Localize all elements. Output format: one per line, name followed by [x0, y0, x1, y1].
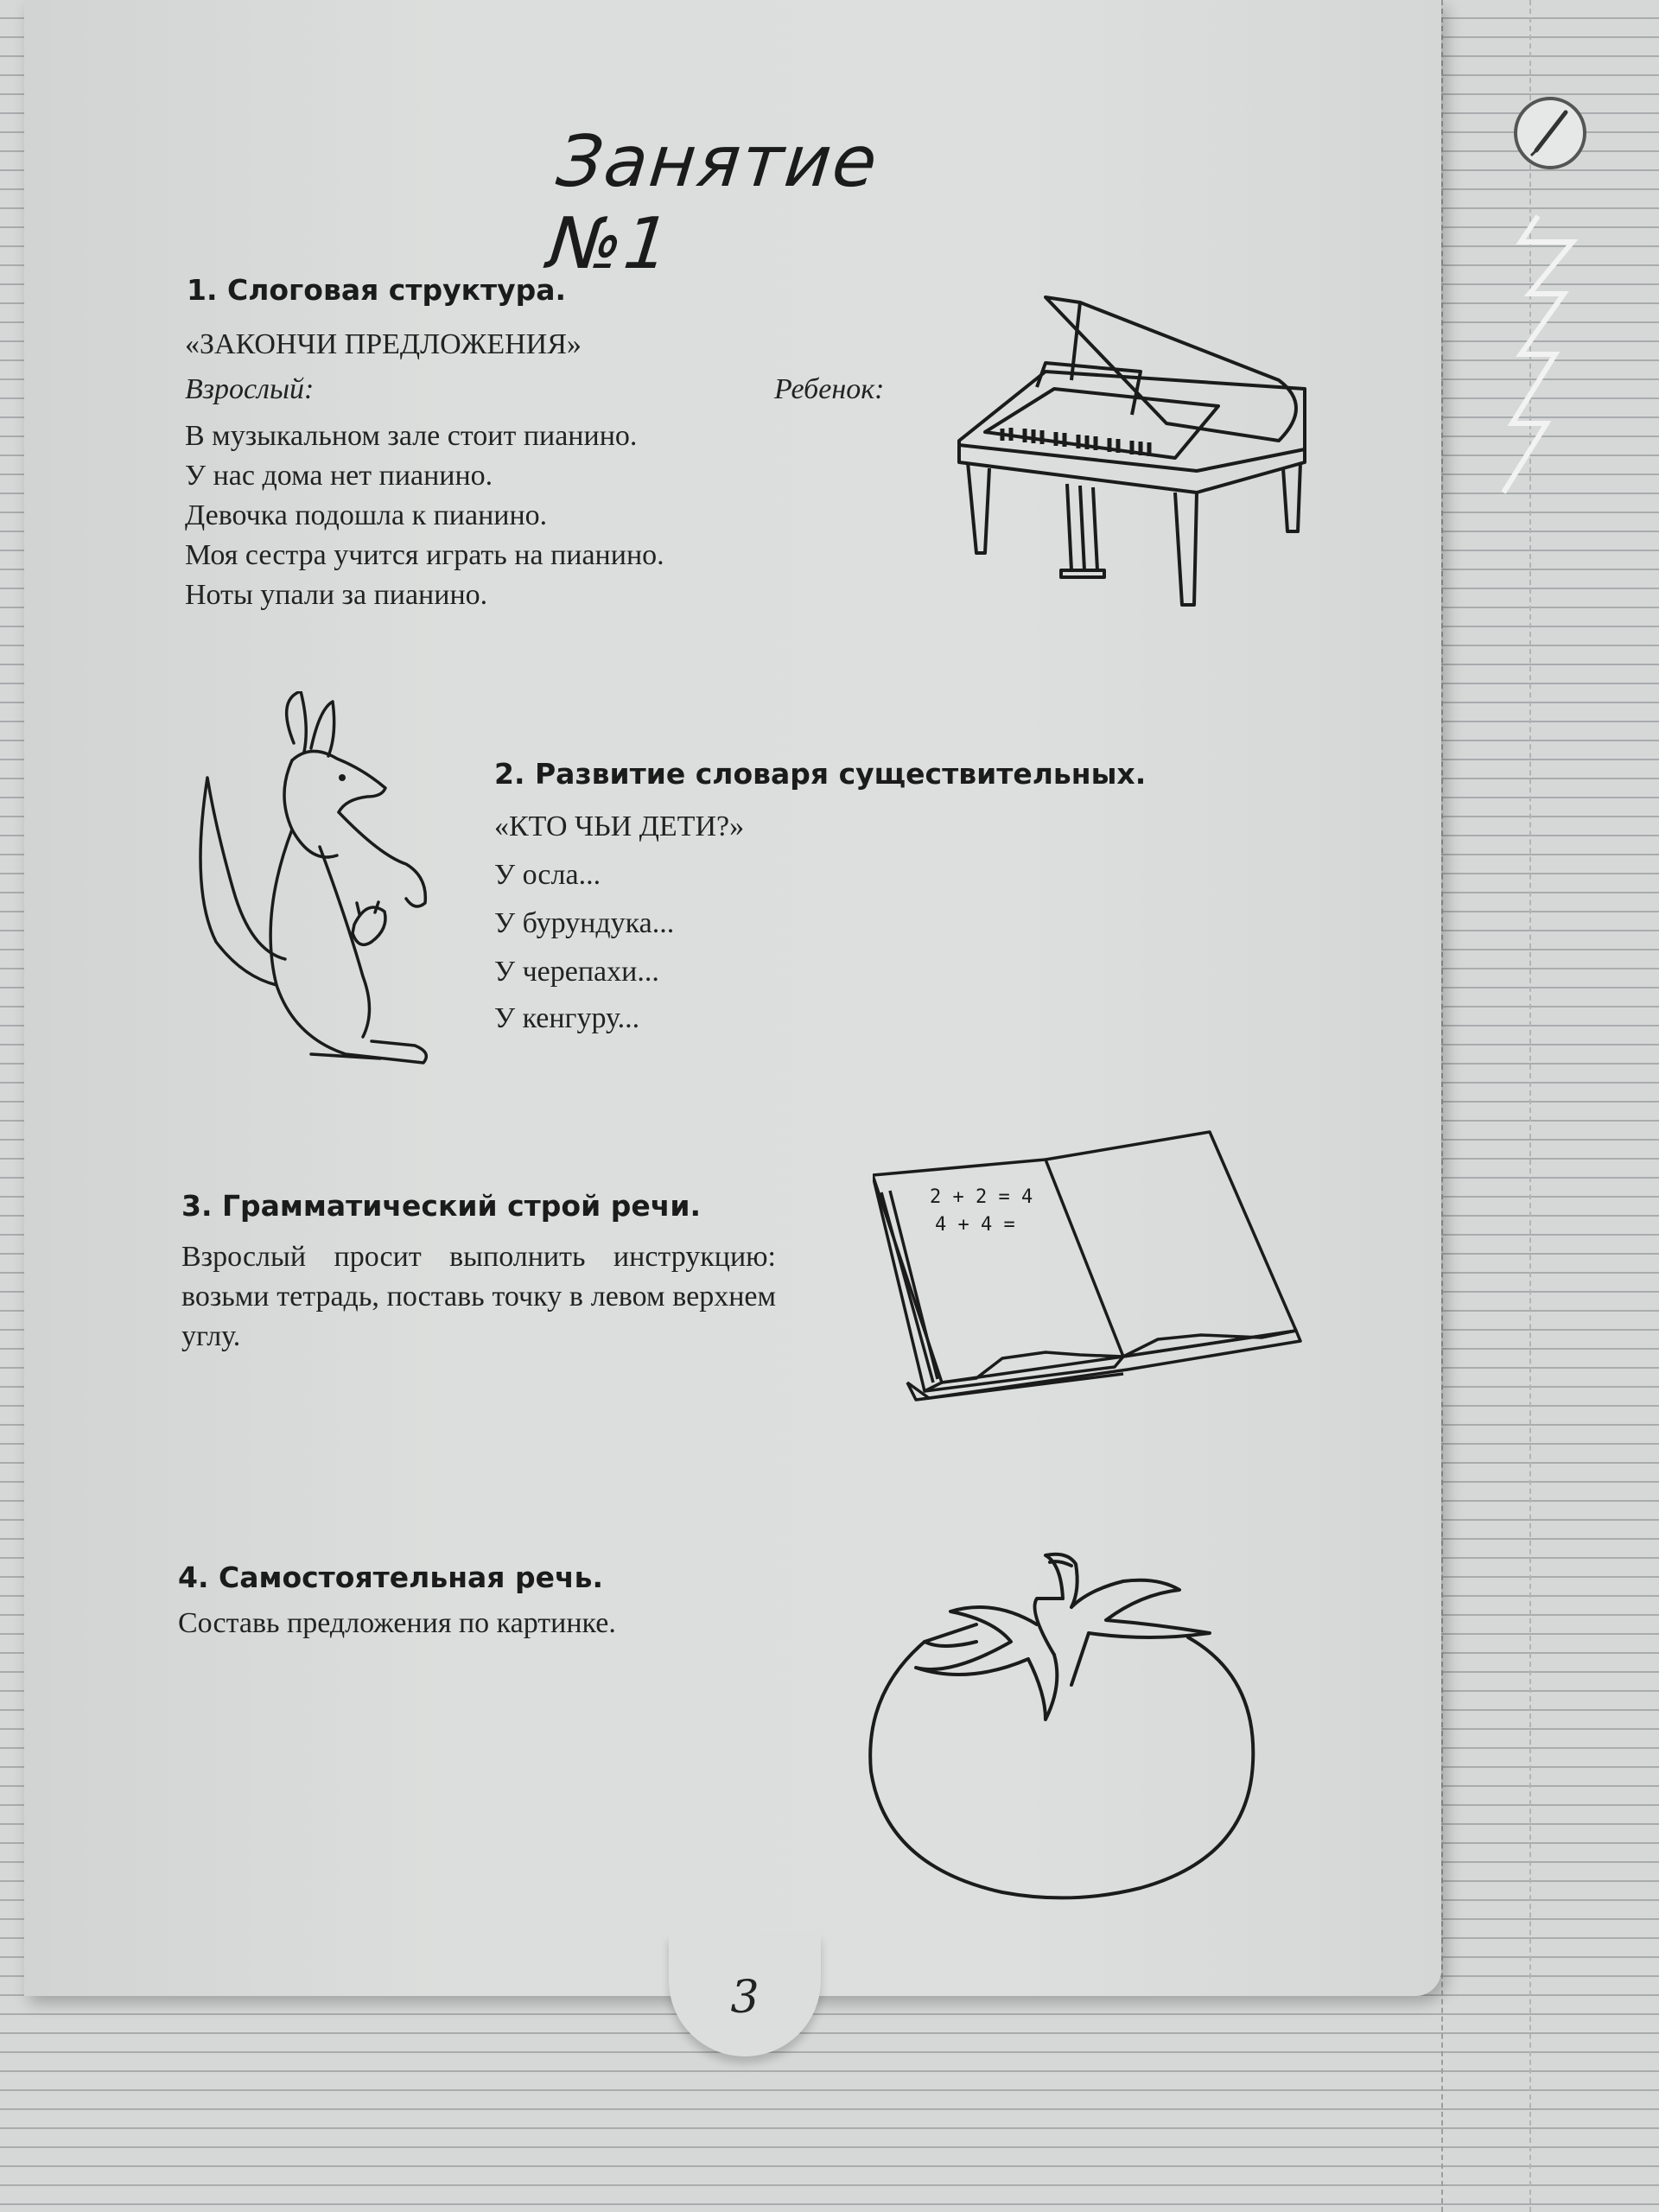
tomato-illustration: [864, 1547, 1262, 1910]
section-3-text: Взрослый просит выполнить инструкцию: возьми тетрадь, поставь точку в левом верхнем углу.: [181, 1241, 776, 1352]
margin-line: [1441, 0, 1445, 2212]
section-1-line: В музыкальном зале стоит пианино.: [185, 420, 638, 452]
section-1-line: Ноты упали за пианино.: [185, 579, 488, 611]
section-1-line: Девочка подошла к пианино.: [185, 499, 548, 531]
section-2-line: У кенгуру...: [494, 1002, 640, 1034]
section-4-text: Составь предложения по картинке.: [178, 1607, 616, 1639]
section-1-game-title: «ЗАКОНЧИ ПРЕДЛОЖЕНИЯ»: [185, 328, 582, 360]
section-2-line: У осла...: [494, 859, 601, 891]
section-2-game-title: «КТО ЧЬИ ДЕТИ?»: [494, 810, 745, 842]
piano-illustration: [950, 285, 1313, 613]
open-book-illustration: [873, 1123, 1305, 1452]
pencil-icon[interactable]: [1514, 97, 1586, 169]
section-2-line: У черепахи...: [494, 956, 659, 988]
kangaroo-illustration: [190, 691, 449, 1080]
section-2-heading: 2. Развитие словаря существительных.: [494, 757, 1147, 791]
page-number: 3: [730, 1972, 760, 2024]
section-1-heading: 1. Слоговая структура.: [187, 273, 567, 307]
notebook-math-line: 4 + 4 =: [935, 1214, 1015, 1236]
section-4-heading: 4. Самостоятельная речь.: [178, 1560, 604, 1594]
section-1-line: У нас дома нет пианино.: [185, 460, 493, 492]
section-2-line: У бурундука...: [494, 907, 675, 939]
notebook-math-line: 2 + 2 = 4: [930, 1186, 1033, 1208]
page-title: Занятие №1: [544, 121, 883, 285]
child-label: Ребенок:: [774, 373, 885, 405]
adult-label: Взрослый:: [185, 373, 315, 405]
zigzag-decoration: [1469, 207, 1607, 553]
section-3-heading: 3. Грамматический строй речи.: [181, 1189, 702, 1223]
section-1-line: Моя сестра учится играть на пианино.: [185, 539, 664, 571]
